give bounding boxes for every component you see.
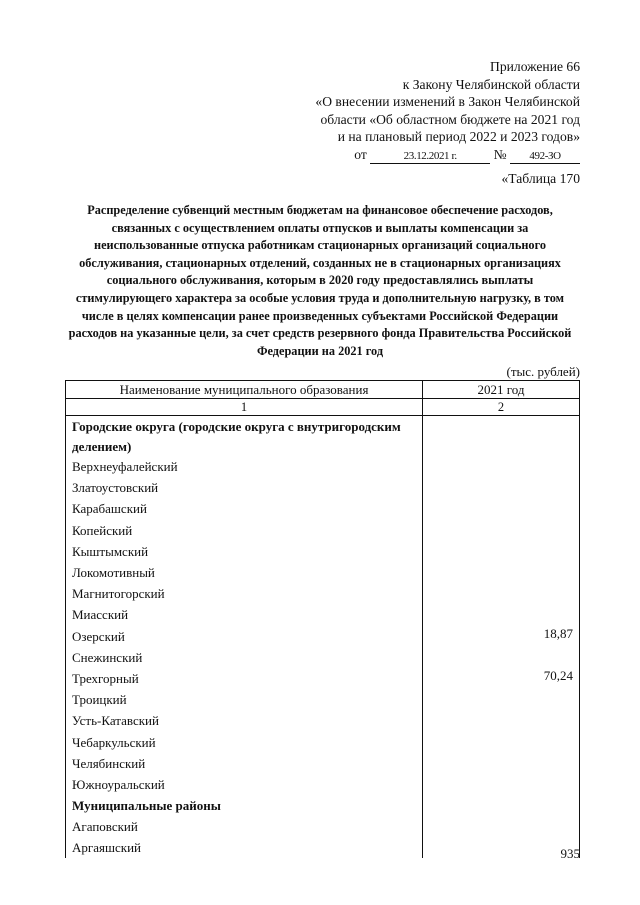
amount-cell [423,604,580,625]
table-row [66,626,580,647]
table-row [66,689,580,710]
law-signature-line [315,146,580,164]
municipality-name-cell: Челябинский [66,753,423,774]
appendix-title: Приложение 66 [490,59,580,74]
law-number: 492-ЗО [510,149,580,164]
municipality-name-cell: Кыштымский [66,541,423,562]
page-number: 935 [560,846,580,861]
municipality-name-cell: Копейский [66,520,423,541]
amount-cell [423,520,580,541]
municipality-name-cell: Троицкий [66,689,423,710]
municipality-name-cell: Озерский [66,626,423,647]
amount-cell: 70,24 [423,668,580,689]
amount-cell [423,732,580,753]
table-label: «Таблица 170 [501,171,580,186]
date-prefix: от [354,146,367,162]
table-index-row [66,399,580,416]
column-header-year: 2021 год [423,381,580,399]
law-reference: к Закону Челябинской области [402,76,580,92]
table-body [66,416,580,859]
amount-cell [423,456,580,477]
document-title: Распределение субвенций местным бюджетам на финансовое обеспечение расходов, связанных с осуществлением оплаты отпусков и выплаты компенсации за неиспользованные отпуска работникам стационарных организаций социального обслуживания, стационарных отделений, созданных не в стационарных организациях социального обслуживания, которым в 2020 году предоставлялись выплаты стимулирующего характера за особые условия труда и дополнительную нагрузку, в том числе в целях компенсации ранее произведенных субъектами Российской Федерации расходов на указанные цели, за счет средств резервного фонда Правительства Российской Федерации на 2021 год [68,203,572,358]
table-group-row [66,416,580,457]
amount-cell [423,477,580,498]
subvention-table [65,380,580,858]
amount-cell [423,689,580,710]
table-row [66,816,580,837]
column-index-2: 2 [423,399,580,416]
amount-cell: 18,87 [423,626,580,647]
amount-cell [423,647,580,668]
law-date: 23.12.2021 г. [370,149,490,164]
law-name-line-2: области «Об областном бюджете на 2021 год [320,111,580,127]
amount-cell [423,498,580,519]
column-index-1: 1 [66,399,423,416]
municipality-name-cell: Миасский [66,604,423,625]
table-row [66,604,580,625]
table-row [66,732,580,753]
table-row [66,456,580,477]
table-group-row [66,795,580,816]
table-row [66,774,580,795]
table-row [66,541,580,562]
amount-cell [423,753,580,774]
amount-cell [423,710,580,731]
table-row [66,753,580,774]
municipality-name-cell: Южноуральский [66,774,423,795]
amount-cell [423,583,580,604]
municipality-name-cell: Локомотивный [66,562,423,583]
municipality-name-cell: Верхнеуфалейский [66,456,423,477]
column-header-municipality: Наименование муниципального образования [66,381,423,399]
appendix-header [315,58,580,164]
law-name-line-3: и на плановый период 2022 и 2023 годов» [337,129,580,145]
municipality-name-cell: Магнитогорский [66,583,423,604]
amount-cell [423,795,580,816]
table-row [66,520,580,541]
municipality-name-cell: Трехгорный [66,668,423,689]
table-row [66,562,580,583]
group-name-cell: Муниципальные районы [66,795,423,816]
municipality-name-cell: Чебаркульский [66,732,423,753]
table-row [66,477,580,498]
amount-cell [423,562,580,583]
table-row [66,710,580,731]
table-header-row [66,381,580,399]
amount-cell [423,416,580,457]
municipality-name-cell: Усть-Катавский [66,710,423,731]
table-row [66,837,580,858]
municipality-name-cell: Агаповский [66,816,423,837]
table-row [66,498,580,519]
table-row [66,668,580,689]
amount-cell [423,837,580,858]
amount-cell [423,816,580,837]
units-label: (тыс. рублей) [506,364,580,379]
law-name-line-1: «О внесении изменений в Закон Челябинской [315,94,580,110]
municipality-name-cell: Снежинский [66,647,423,668]
municipality-name-cell: Карабашский [66,498,423,519]
table-row [66,583,580,604]
municipality-name-cell: Аргаяшский [66,837,423,858]
table-row [66,647,580,668]
group-name-cell: Городские округа (городские округа с внутригородским делением) [66,416,423,457]
amount-cell [423,774,580,795]
amount-cell [423,541,580,562]
number-prefix: № [493,146,507,162]
municipality-name-cell: Златоустовский [66,477,423,498]
